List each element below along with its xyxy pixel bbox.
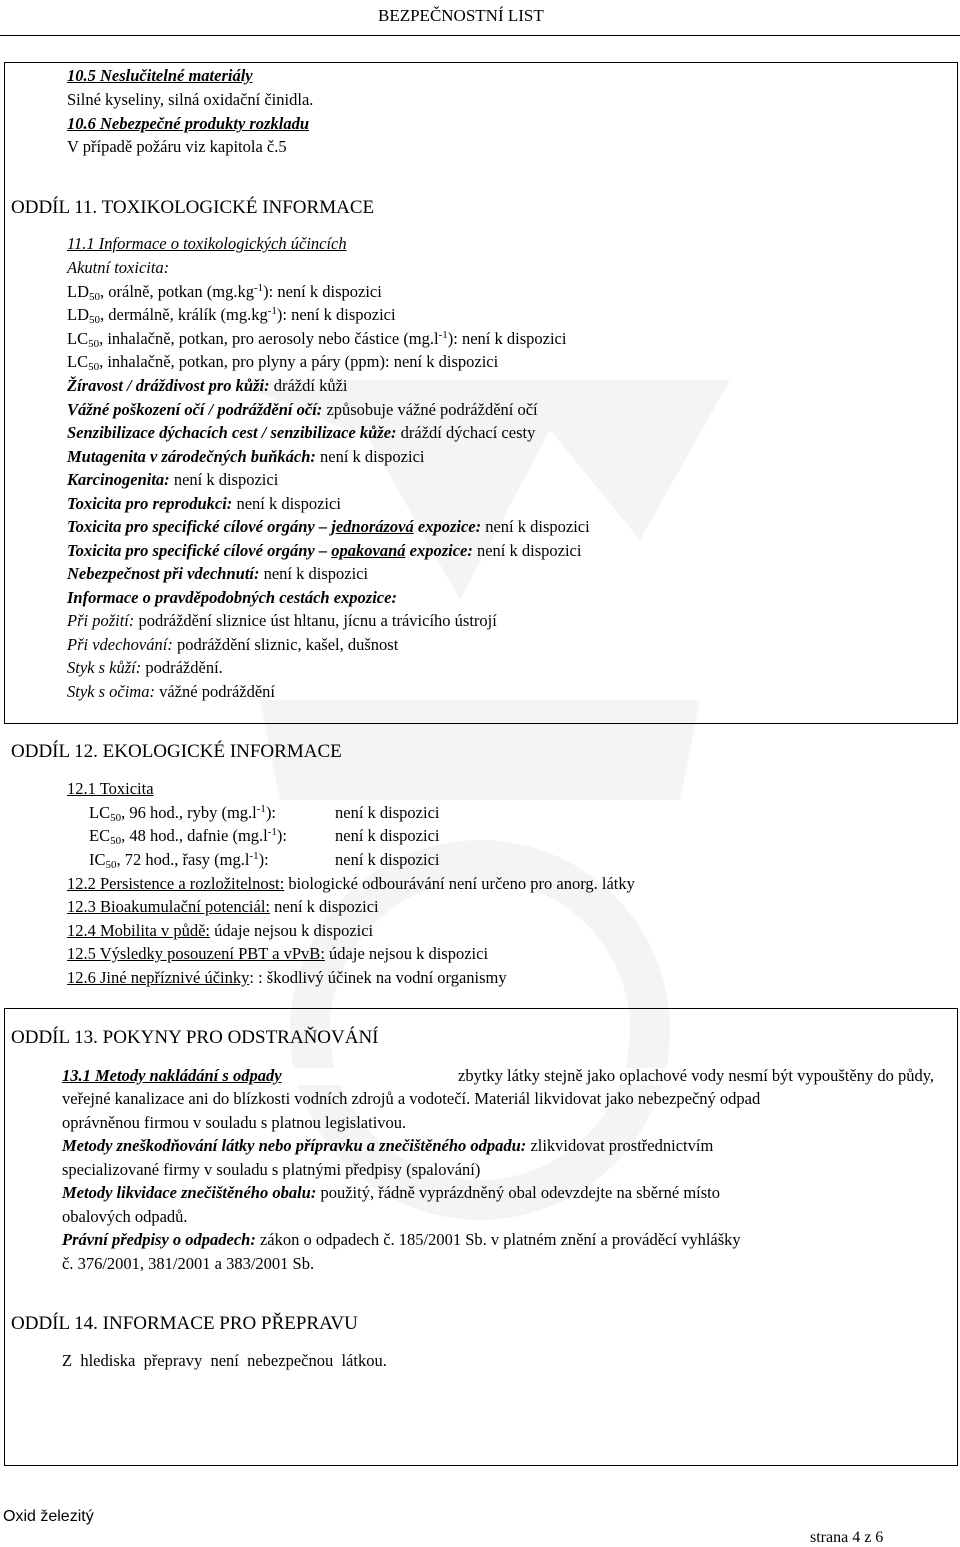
ecotox-daphnia-value: není k dispozici (335, 826, 440, 845)
lc50-gas-row: $LC_{50}$, inhalačně, potkan, pro plyny a páry (ppm): není k dispozici (67, 352, 499, 373)
packaging-disposal-row: Metody likvidace znečištěného obalu: použitý, řádně vyprázdněný obal odevzdejte na sběrné místo (62, 1183, 720, 1202)
packaging-disposal-line-2: obalových odpadů. (62, 1207, 188, 1226)
disposal-methods-line-2: specializované firmy v souladu s platnými předpisy (spalování) (62, 1160, 481, 1179)
acute-toxicity-label: Akutní toxicita: (67, 258, 170, 277)
mobility-row: 12.4 Mobilita v půdě: údaje nejsou k dispozici (67, 921, 374, 940)
eye-contact-row: Styk s očima: vážné podráždění (67, 682, 276, 701)
section-13-heading: ODDÍL 13. POKYNY PRO ODSTRAŇOVÁNÍ (11, 1027, 379, 1048)
waste-methods-line-2: veřejné kanalizace ani do blízkosti vodních zdrojů a vodotečí. Materiál likvidovat jako nebezpečný odpad (62, 1089, 761, 1108)
ecotox-algae-value: není k dispozici (335, 850, 440, 869)
waste-methods-line-1: 13.1 Metody nakládání s odpady zbytky látky stejně jako oplachové vody nesmí být vypouštěny do půdy, (62, 1066, 934, 1085)
stot-single-row: Toxicita pro specifické cílové orgány – jednorázová expozice: není k dispozici (67, 517, 590, 536)
pbt-assessment-row: 12.5 Výsledky posouzení PBT a vPvB: údaje nejsou k dispozici (67, 944, 489, 963)
subsection-10-6-heading: 10.6 Nebezpečné produkty rozkladu (67, 114, 309, 133)
document-header-title: BEZPEČNOSTNÍ LIST (378, 6, 544, 25)
ingestion-row: Při požití: podráždění sliznice úst hltanu, jícnu a trávicího ústrojí (67, 611, 497, 630)
sensitisation-row: Senzibilizace dýchacích cest / senzibilizace kůže: dráždí dýchací cesty (67, 423, 536, 442)
footer-product-name: Oxid železitý (3, 1508, 94, 1525)
eye-damage-row: Vážné poškození očí / podráždění očí: způsobuje vážné podráždění očí (67, 400, 538, 419)
subsection-10-6-text: V případě požáru viz kapitola č.5 (67, 137, 287, 156)
ecotox-fish-value: není k dispozici (335, 803, 440, 822)
disposal-methods-row: Metody zneškodňování látky nebo přípravku a znečištěného odpadu: zlikvidovat prostřednictvím (62, 1136, 714, 1155)
subsection-10-5-heading: 10.5 Neslučitelné materiály (67, 66, 253, 85)
persistence-row: 12.2 Persistence a rozložitelnost: biologické odbourávání není určeno pro anorg. látky (67, 874, 635, 893)
waste-legislation-row: Právní předpisy o odpadech: zákon o odpadech č. 185/2001 Sb. v platném znění a prováděcí vyhlášky (62, 1230, 741, 1249)
subsection-10-5-text: Silné kyseliny, silná oxidační činidla. (67, 90, 314, 109)
ecotox-fish-row: $LC_{50}$, 96 hod., ryby $(mg.l^{-1})$: (89, 803, 277, 824)
section-14-heading: ODDÍL 14. INFORMACE PRO PŘEPRAVU (11, 1313, 358, 1334)
reproductive-toxicity-row: Toxicita pro reprodukci: není k dispozici (67, 494, 341, 513)
other-effects-row: 12.6 Jiné nepříznivé účinky: : škodlivý účinek na vodní organismy (67, 968, 507, 987)
subsection-11-1-heading: 11.1 Informace o toxikologických účincích (67, 234, 347, 253)
waste-legislation-line-2: č. 376/2001, 381/2001 a 383/2001 Sb. (62, 1254, 315, 1273)
header-rule (0, 35, 960, 36)
inhalation-row: Při vdechování: podráždění sliznic, kašel, dušnost (67, 635, 399, 654)
aspiration-hazard-row: Nebezpečnost při vdechnutí: není k dispozici (67, 564, 369, 583)
section-12-heading: ODDÍL 12. EKOLOGICKÉ INFORMACE (11, 741, 342, 762)
waste-methods-line-3: oprávněnou firmou v souladu s platnou legislativou. (62, 1113, 407, 1132)
exposure-routes-label: Informace o pravděpodobných cestách expozice: (67, 588, 397, 607)
carcinogenicity-row: Karcinogenita: není k dispozici (67, 470, 279, 489)
stot-repeated-row: Toxicita pro specifické cílové orgány – opakovaná expozice: není k dispozici (67, 541, 582, 560)
transport-statement: Z hlediska přepravy není nebezpečnou látkou. (62, 1351, 387, 1370)
bioaccumulation-row: 12.3 Bioakumulační potenciál: není k dispozici (67, 897, 379, 916)
section-11-heading: ODDÍL 11. TOXIKOLOGICKÉ INFORMACE (11, 197, 375, 218)
skin-corrosion-row: Žíravost / dráždivost pro kůži: dráždí kůži (67, 376, 348, 395)
ecotox-daphnia-row: $EC_{50}$, 48 hod., dafnie $(mg.l^{-1})$: (89, 826, 287, 847)
ecotox-algae-row: $IC_{50}$, 72 hod., řasy $(mg.l^{-1})$: (89, 850, 269, 871)
skin-contact-row: Styk s kůží: podráždění. (67, 658, 223, 677)
lc50-aerosol-row: $LC_{50}$, inhalačně, potkan, pro aerosoly nebo částice $(mg.l^{-1})$: není k dispozici (67, 329, 567, 350)
footer-page-number: strana 4 z 6 (810, 1529, 884, 1546)
subsection-12-1-heading: 12.1 Toxicita (67, 779, 154, 798)
ld50-dermal-row: $LD_{50}$, dermálně, králík $(mg.kg^{-1})$: není k dispozici (67, 305, 396, 326)
mutagenicity-row: Mutagenita v zárodečných buňkách: není k dispozici (67, 447, 425, 466)
ld50-oral-row: $LD_{50}$, orálně, potkan $(mg.kg^{-1})$: není k dispozici (67, 282, 382, 303)
